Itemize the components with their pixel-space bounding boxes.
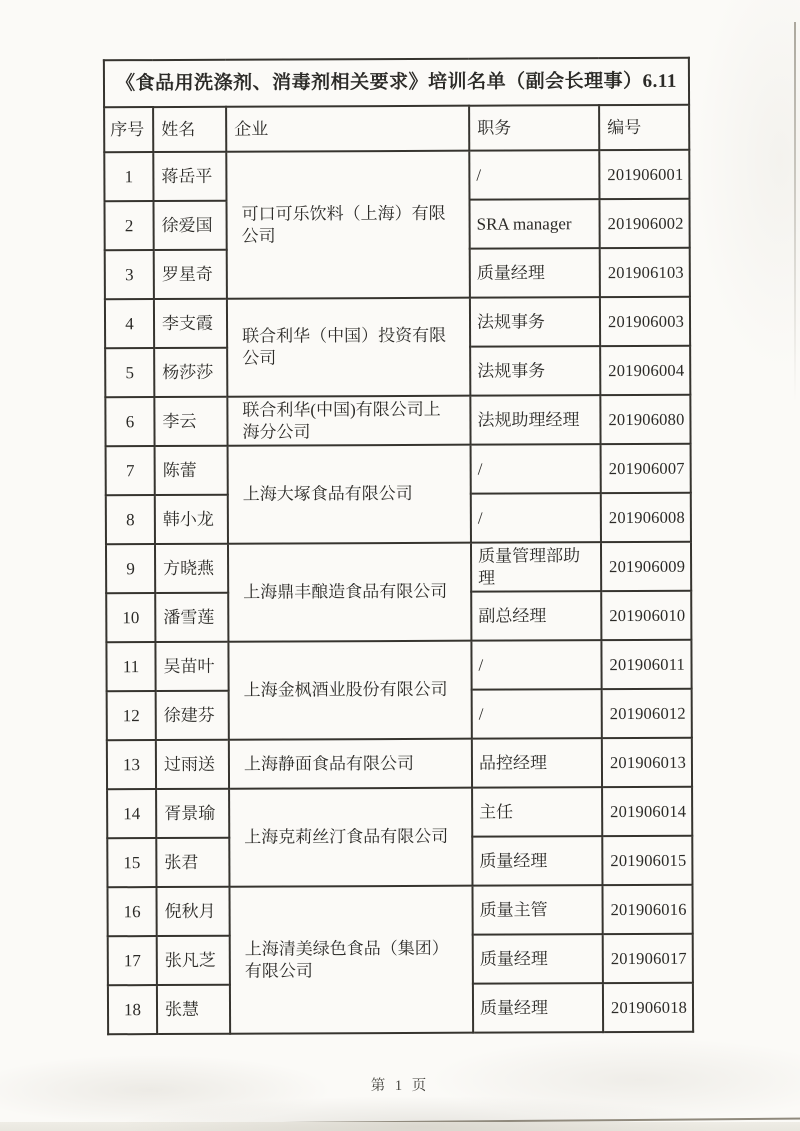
- table-row: [107, 787, 692, 839]
- cell-company: 可口可乐饮料（上海）有限公司: [226, 151, 470, 299]
- cell-position: 法规事务: [470, 297, 600, 347]
- cell-name: 张慧: [157, 985, 230, 1034]
- cell-name: 倪秋月: [156, 887, 229, 936]
- cell-name: 杨莎莎: [154, 348, 227, 397]
- cell-name: 韩小龙: [155, 495, 228, 544]
- cell-code: 201906003: [600, 297, 690, 346]
- scan-below-strip: [0, 1122, 800, 1131]
- cell-name: 李支霞: [154, 299, 227, 348]
- cell-name: 方晓燕: [155, 544, 228, 593]
- table-row: [105, 395, 690, 447]
- cell-name: 陈蕾: [155, 446, 228, 495]
- cell-serial: 9: [106, 544, 155, 593]
- col-header-name: 姓名: [153, 107, 226, 152]
- cell-position: 质量经理: [472, 836, 602, 886]
- cell-name: 蒋岳平: [153, 152, 226, 201]
- cell-position: 法规助理经理: [470, 395, 600, 445]
- cell-code: 201906009: [601, 542, 691, 591]
- cell-code: 201906002: [599, 199, 689, 248]
- cell-code: 201906016: [602, 885, 692, 934]
- cell-company: 上海静面食品有限公司: [229, 739, 472, 789]
- cell-serial: 1: [104, 152, 153, 201]
- cell-company: 上海克莉丝汀食品有限公司: [229, 788, 472, 887]
- cell-company: 上海大塚食品有限公司: [228, 445, 471, 544]
- cell-name: 潘雪莲: [155, 593, 228, 642]
- cell-position: 质量经理: [473, 934, 603, 984]
- cell-company: 上海金枫酒业股份有限公司: [228, 641, 471, 740]
- cell-position: 副总经理: [471, 591, 601, 641]
- cell-serial: 6: [105, 397, 154, 446]
- cell-name: 李云: [154, 397, 227, 446]
- cell-company: 上海清美绿色食品（集团）有限公司: [229, 886, 473, 1034]
- cell-serial: 13: [107, 740, 156, 789]
- col-header-position: 职务: [469, 105, 599, 151]
- cell-code: 201906015: [602, 836, 692, 885]
- cell-serial: 14: [107, 789, 156, 838]
- cell-code: 201906007: [601, 444, 691, 493]
- cell-position: 质量经理: [470, 248, 600, 298]
- table-row: [106, 444, 691, 496]
- cell-serial: 16: [107, 887, 156, 936]
- cell-code: 201906018: [603, 983, 693, 1032]
- cell-code: 201906004: [600, 346, 690, 395]
- col-header-code: 编号: [599, 105, 689, 150]
- cell-name: 吴苗叶: [155, 642, 228, 691]
- cell-code: 201906103: [600, 248, 690, 297]
- cell-code: 201906001: [599, 150, 689, 199]
- cell-position: /: [471, 444, 601, 494]
- cell-name: 过雨送: [156, 740, 229, 789]
- cell-position: /: [471, 493, 601, 543]
- table-title: 《食品用洗涤剂、消毒剂相关要求》培训名单（副会长理事）6.11: [104, 58, 689, 108]
- training-roster-table: [103, 57, 694, 1036]
- cell-position: /: [472, 689, 602, 739]
- cell-name: 张君: [156, 838, 229, 887]
- cell-name: 张凡芝: [157, 936, 230, 985]
- page-number: 第 1 页: [370, 1078, 430, 1094]
- cell-code: 201906008: [601, 493, 691, 542]
- col-header-company: 企业: [226, 106, 469, 152]
- cell-code: 201906010: [601, 591, 691, 640]
- cell-name: 徐爱国: [153, 201, 226, 250]
- cell-serial: 7: [106, 446, 155, 495]
- cell-company: 联合利华（中国）投资有限公司: [227, 298, 470, 397]
- cell-code: 201906012: [602, 689, 692, 738]
- table-row: [106, 640, 691, 692]
- cell-serial: 4: [105, 299, 154, 348]
- cell-position: SRA manager: [469, 199, 599, 249]
- cell-position: /: [469, 150, 599, 200]
- cell-serial: 8: [106, 495, 155, 544]
- cell-company: 上海鼎丰酿造食品有限公司: [228, 543, 471, 642]
- cell-position: /: [471, 640, 601, 690]
- table-row: [106, 542, 691, 594]
- cell-name: 罗星奇: [154, 250, 227, 299]
- table-row: [107, 738, 692, 790]
- cell-serial: 15: [107, 838, 156, 887]
- cell-name: 胥景瑜: [156, 789, 229, 838]
- cell-serial: 12: [107, 691, 156, 740]
- cell-code: 201906014: [602, 787, 692, 836]
- cell-code: 201906011: [601, 640, 691, 689]
- cell-serial: 5: [105, 348, 154, 397]
- cell-position: 质量经理: [473, 983, 603, 1033]
- cell-serial: 10: [106, 593, 155, 642]
- cell-name: 徐建芬: [156, 691, 229, 740]
- cell-position: 质量主管: [472, 885, 602, 935]
- table-title-row: [104, 58, 689, 108]
- cell-code: 201906080: [600, 395, 690, 444]
- col-header-serial: 序号: [104, 107, 153, 152]
- table-row: [105, 297, 690, 349]
- cell-code: 201906017: [603, 934, 693, 983]
- cell-position: 品控经理: [472, 738, 602, 788]
- cell-serial: 11: [106, 642, 155, 691]
- table-body: [104, 150, 693, 1035]
- table-row: [104, 150, 689, 202]
- cell-serial: 2: [104, 201, 153, 250]
- cell-position: 质量管理部助理: [471, 542, 601, 592]
- scan-right-edge: [794, 22, 796, 402]
- cell-serial: 3: [105, 250, 154, 299]
- cell-position: 法规事务: [470, 346, 600, 396]
- cell-company: 联合利华(中国)有限公司上海分公司: [227, 396, 470, 446]
- table-header-row: [104, 105, 689, 153]
- table-row: [107, 885, 692, 937]
- cell-position: 主任: [472, 787, 602, 837]
- cell-code: 201906013: [602, 738, 692, 787]
- cell-serial: 17: [108, 936, 157, 985]
- cell-serial: 18: [108, 985, 157, 1034]
